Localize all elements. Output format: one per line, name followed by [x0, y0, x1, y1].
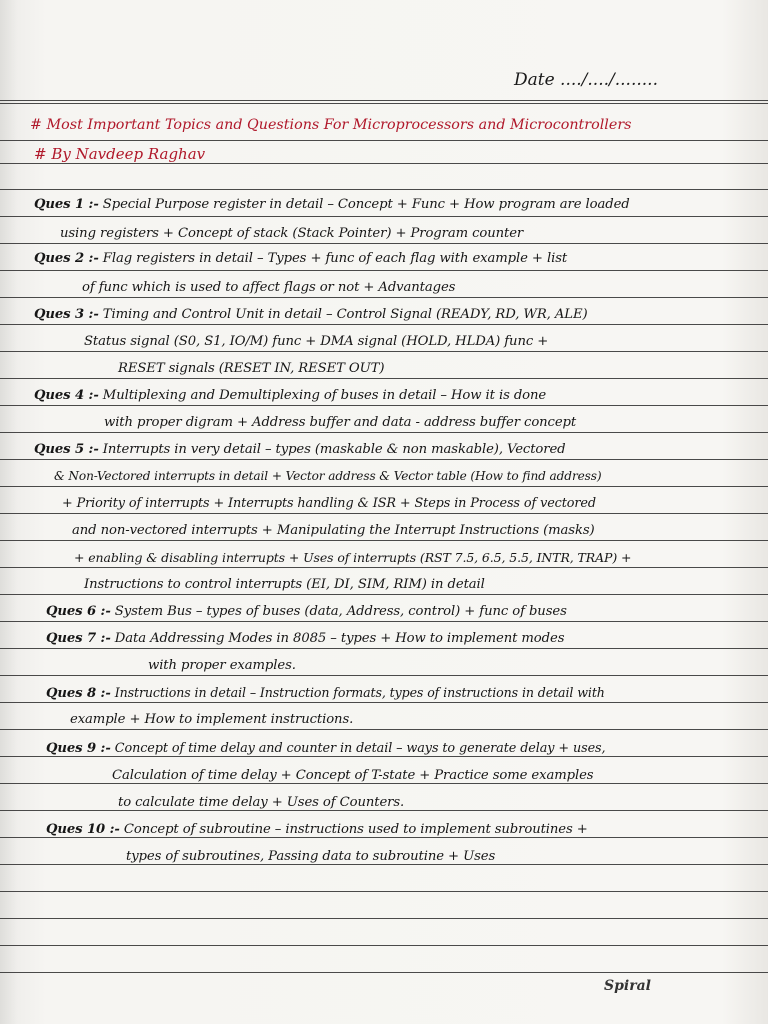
ruled-line	[0, 486, 768, 487]
question-label: Ques 6 :-	[46, 604, 111, 619]
question-text: Instructions to control interrupts (EI, DI, SIM, RIM) in detail	[84, 577, 485, 592]
question-text: with proper digram + Address buffer and data - address buffer concept	[104, 415, 577, 430]
ruled-line	[0, 103, 768, 104]
question-text: Instructions in detail – Instruction formats, types of instructions in detail with	[114, 685, 605, 700]
question-text: & Non-Vectored interrupts in detail + Vector address & Vector table (How to find address)	[54, 469, 602, 483]
question-label: Ques 7 :-	[46, 631, 111, 646]
question-label: Ques 3 :-	[34, 307, 99, 322]
ruled-line	[0, 140, 768, 141]
ruled-line	[0, 702, 768, 703]
question-text: Flag registers in detail – Types + func of each flag with example + list	[102, 251, 568, 266]
question-text: Special Purpose register in detail – Concept + Func + How program are loaded	[102, 197, 630, 212]
question-text: Concept of subroutine – instructions used to implement subroutines +	[123, 822, 588, 837]
question-1	[34, 197, 630, 212]
question-text: + enabling & disabling interrupts + Uses of interrupts (RST 7.5, 6.5, 5.5, INTR, TRAP) +	[74, 550, 632, 565]
ruled-line	[0, 945, 768, 946]
page-edge-shadow	[0, 0, 18, 1024]
ruled-line	[0, 459, 768, 460]
question-text: and non-vectored interrupts + Manipulating the Interrupt Instructions (masks)	[72, 523, 595, 538]
ruled-line	[0, 972, 768, 973]
ruled-line	[0, 621, 768, 622]
ruled-line	[0, 324, 768, 325]
question-text: Status signal (S0, S1, IO/M) func + DMA signal (HOLD, HLDA) func +	[84, 334, 549, 349]
ruled-line	[0, 675, 768, 676]
question-text: System Bus – types of buses (data, Address, control) + func of buses	[114, 604, 567, 619]
question-text: of func which is used to affect flags or not + Advantages	[82, 280, 456, 295]
question-label: Ques 4 :-	[34, 388, 99, 403]
ruled-line	[0, 783, 768, 784]
question-3	[34, 307, 588, 322]
ruled-line	[0, 378, 768, 379]
ruled-line	[0, 100, 768, 101]
question-text: Data Addressing Modes in 8085 – types + How to implement modes	[114, 631, 565, 646]
page-title: # Most Important Topics and Questions For Microprocessors and Microcontrollers	[30, 117, 632, 133]
question-label: Ques 5 :-	[34, 442, 99, 457]
question-label: Ques 10 :-	[46, 822, 120, 837]
question-7	[46, 631, 564, 646]
ruled-line	[0, 513, 768, 514]
question-8	[46, 685, 605, 701]
ruled-line	[0, 270, 768, 271]
question-9	[46, 741, 606, 756]
question-6	[46, 604, 567, 619]
ruled-line	[0, 594, 768, 595]
question-text: Concept of time delay and counter in detail – ways to generate delay + uses,	[114, 741, 606, 756]
question-text: using registers + Concept of stack (Stack Pointer) + Program counter	[60, 226, 524, 241]
question-text: with proper examples.	[148, 658, 296, 673]
ruled-line	[0, 918, 768, 919]
ruled-line	[0, 729, 768, 730]
question-text: RESET signals (RESET IN, RESET OUT)	[118, 361, 385, 376]
ruled-line	[0, 810, 768, 811]
question-text: + Priority of interrupts + Interrupts handling & ISR + Steps in Process of vectored	[62, 496, 596, 511]
question-10	[46, 822, 588, 837]
ruled-line	[0, 351, 768, 352]
question-label: Ques 9 :-	[46, 741, 111, 756]
ruled-line	[0, 432, 768, 433]
ruled-line	[0, 163, 768, 164]
ruled-line	[0, 567, 768, 568]
ruled-line	[0, 837, 768, 838]
question-text: Interrupts in very detail – types (maskable & non maskable), Vectored	[102, 442, 566, 457]
question-2	[34, 251, 567, 266]
ruled-line	[0, 864, 768, 865]
question-text: Calculation of time delay + Concept of T-state + Practice some examples	[112, 768, 594, 783]
question-label: Ques 2 :-	[34, 251, 99, 266]
question-text: to calculate time delay + Uses of Counters.	[118, 795, 405, 810]
ruled-line	[0, 243, 768, 244]
ruled-line	[0, 297, 768, 298]
notebook-brand-mark: Spiral	[604, 978, 651, 994]
author-line: # By Navdeep Raghav	[34, 145, 206, 163]
question-label: Ques 1 :-	[34, 197, 99, 212]
question-5	[34, 442, 566, 457]
ruled-line	[0, 216, 768, 217]
ruled-line	[0, 540, 768, 541]
ruled-line	[0, 756, 768, 757]
question-text: Timing and Control Unit in detail – Control Signal (READY, RD, WR, ALE)	[102, 307, 588, 322]
ruled-line	[0, 189, 768, 190]
question-label: Ques 8 :-	[46, 686, 111, 701]
question-text: types of subroutines, Passing data to subroutine + Uses	[126, 849, 496, 864]
question-4	[34, 388, 546, 403]
question-text: Multiplexing and Demultiplexing of buses in detail – How it is done	[102, 388, 547, 403]
date-label: Date ..../..../........	[514, 70, 658, 90]
question-text: example + How to implement instructions.	[70, 712, 354, 727]
ruled-line	[0, 648, 768, 649]
ruled-line	[0, 891, 768, 892]
ruled-line	[0, 405, 768, 406]
